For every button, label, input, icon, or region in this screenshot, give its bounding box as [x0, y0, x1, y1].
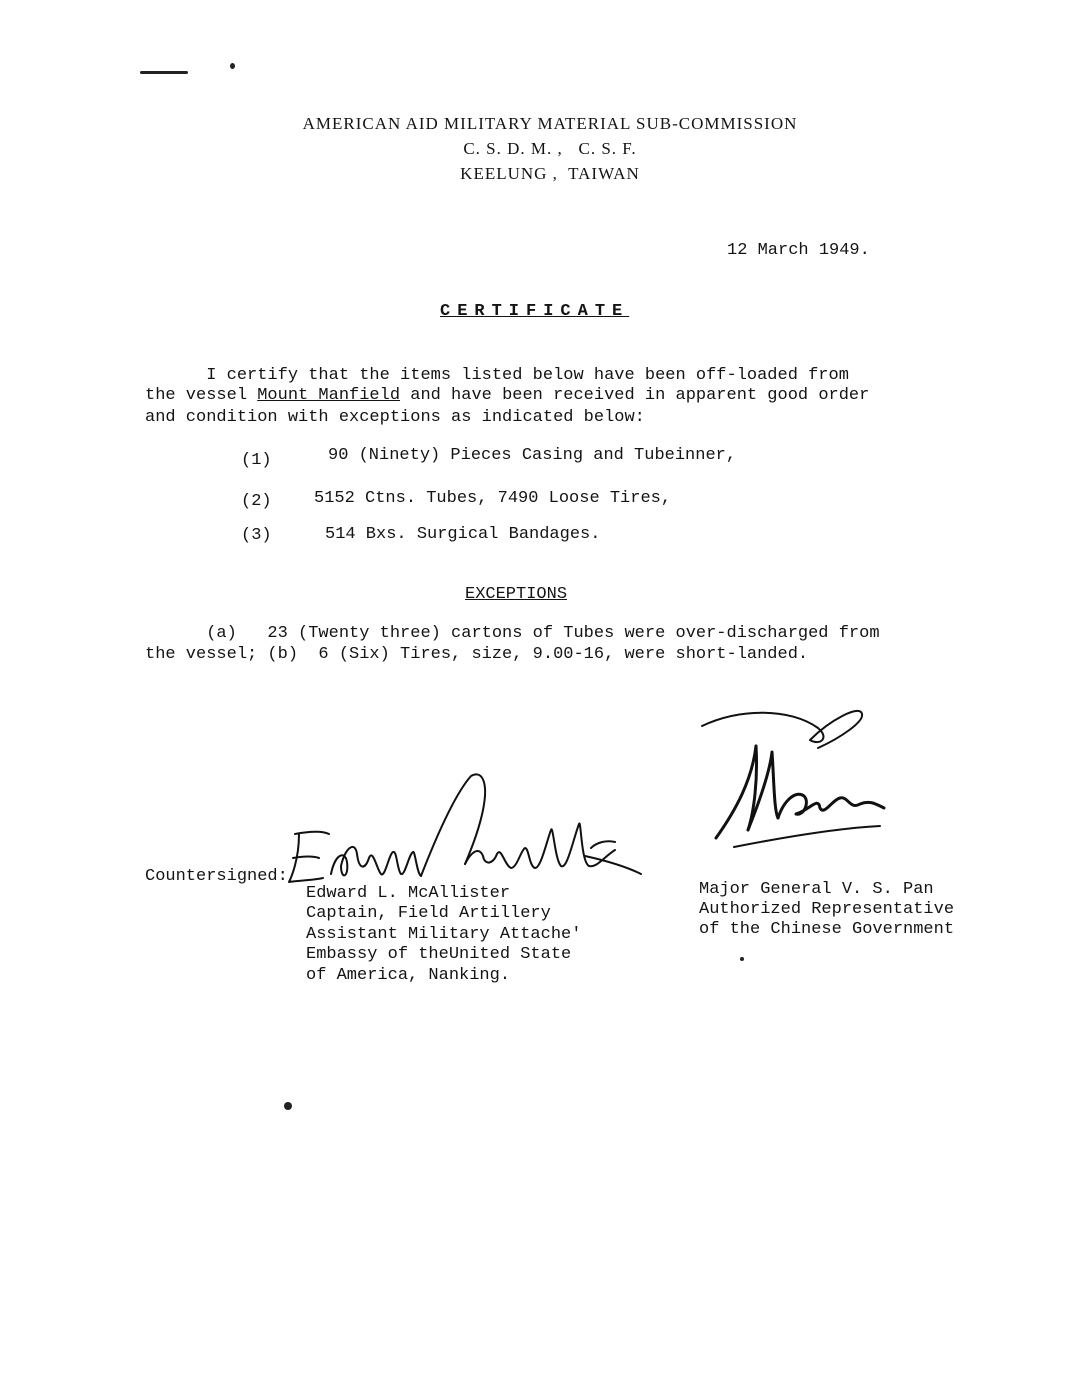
pan-signature: [700, 700, 920, 860]
document-title: CERTIFICATE: [440, 302, 630, 321]
item-number: (1): [241, 451, 272, 470]
ink-speck: [284, 1102, 292, 1110]
signatory-title-line-2: of the Chinese Government: [699, 920, 955, 939]
countersigner-name: Edward L. McAllister: [306, 884, 511, 903]
exceptions-line-1: (a) 23 (Twenty three) cartons of Tubes were over-discharged from: [145, 624, 880, 643]
countersigner-position: Assistant Military Attache': [306, 925, 582, 944]
letterhead-line-3: KEELUNG , TAIWAN: [460, 164, 640, 183]
body-line-2-suffix: and have been received in apparent good order: [400, 386, 870, 405]
ink-speck: [230, 63, 235, 69]
item-text: 90 (Ninety) Pieces Casing and Tubeinner,: [328, 446, 737, 465]
body-line-1: I certify that the items listed below have been off-loaded from: [145, 366, 849, 385]
item-number: (3): [241, 526, 272, 545]
body-line-2: [145, 386, 869, 405]
item-text: 514 Bxs. Surgical Bandages.: [325, 525, 601, 544]
exceptions-line-2: the vessel; (b) 6 (Six) Tires, size, 9.00-16, were short-landed.: [145, 645, 809, 664]
vessel-name: Mount Manfield: [257, 386, 401, 405]
signatory-title-line-1: Authorized Representative: [699, 900, 955, 919]
letterhead-line-1: AMERICAN AID MILITARY MATERIAL SUB-COMMISSION: [302, 114, 798, 133]
signatory-name: Major General V. S. Pan: [699, 880, 934, 899]
item-text: 5152 Ctns. Tubes, 7490 Loose Tires,: [314, 489, 672, 508]
body-line-3: and condition with exceptions as indicated below:: [145, 408, 645, 427]
item-number: (2): [241, 492, 272, 511]
body-line-2-prefix: the vessel: [145, 386, 258, 405]
ink-speck: [740, 957, 744, 961]
mcallister-signature: [285, 770, 645, 890]
countersigner-org-line-2: of America, Nanking.: [306, 966, 511, 985]
countersigner-rank: Captain, Field Artillery: [306, 904, 551, 923]
exceptions-heading: EXCEPTIONS: [465, 585, 568, 604]
countersigned-label: Countersigned:: [145, 867, 288, 886]
document-date: 12 March 1949.: [727, 241, 870, 260]
countersigner-org-line-1: Embassy of theUnited State: [306, 945, 572, 964]
letterhead-line-2: C. S. D. M. , C. S. F.: [463, 139, 637, 158]
ink-smudge: [140, 71, 188, 74]
